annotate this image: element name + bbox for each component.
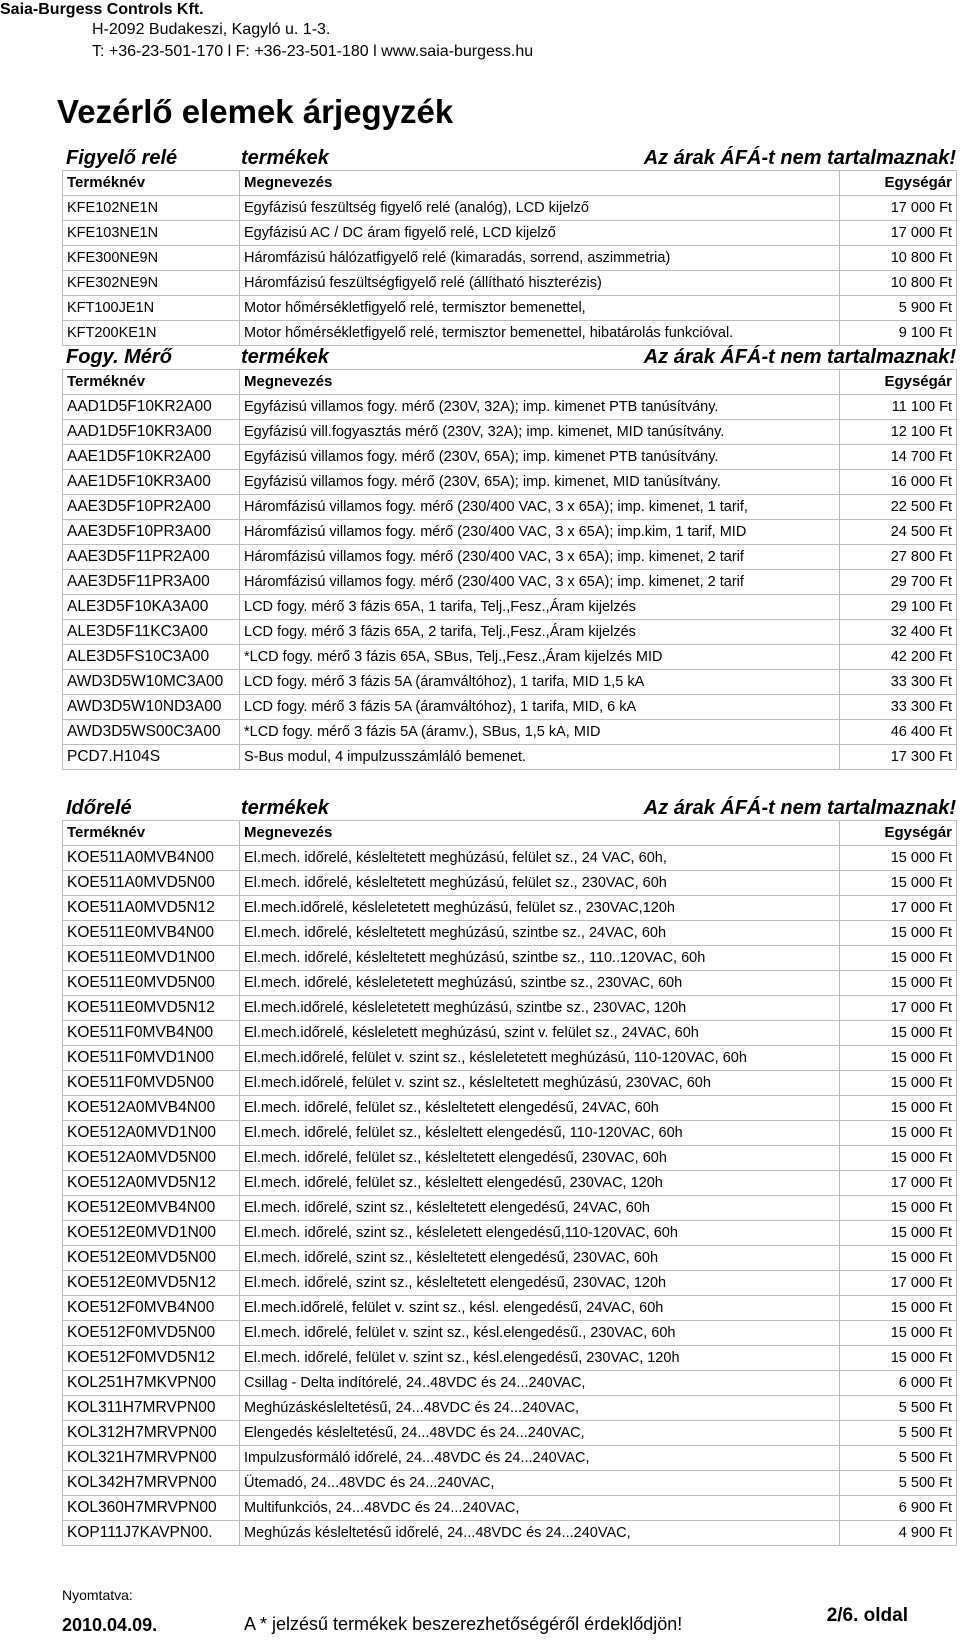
product-name: Egyfázisú villamos fogy. mérő (230V, 65A); imp. kimenet PTB tanúsítvány.: [240, 445, 840, 470]
table-row: [63, 1446, 957, 1471]
table-row: [63, 221, 957, 246]
product-price: 10 800 Ft: [840, 246, 957, 271]
product-name: Háromfázisú feszültségfigyelő relé (állítható hiszterézis): [240, 271, 840, 296]
table-row: [63, 1246, 957, 1271]
product-name: El.mech. időrelé, késleltetett meghúzású, felület sz., 230VAC, 60h: [240, 871, 840, 896]
product-code: KOE512E0MVD5N00: [63, 1246, 240, 1271]
product-price: 42 200 Ft: [840, 645, 957, 670]
product-name: Egyfázisú villamos fogy. mérő (230V, 32A); imp. kimenet PTB tanúsítvány.: [240, 395, 840, 420]
column-header-price: Egységár: [840, 370, 957, 395]
table-row: [63, 1171, 957, 1196]
product-name: Impulzusformáló időrelé, 24...48VDC és 24...240VAC,: [240, 1446, 840, 1471]
product-code: KFE103NE1N: [63, 221, 240, 246]
product-code: KOE511F0MVD5N00: [63, 1071, 240, 1096]
product-price: 17 000 Ft: [840, 896, 957, 921]
product-name: El.mech. időrelé, szint sz., késleltetett elengedésű, 230VAC, 120h: [240, 1271, 840, 1296]
product-code: AAE3D5F10PR3A00: [63, 520, 240, 545]
table-row: [63, 645, 957, 670]
product-name: Motor hőmérsékletfigyelő relé, termisztor bemenettel, hibatárolás funkcióval.: [240, 321, 840, 346]
table-row: [63, 495, 957, 520]
product-price: 33 300 Ft: [840, 670, 957, 695]
product-code: AAD1D5F10KR3A00: [63, 420, 240, 445]
table-row: [63, 445, 957, 470]
section-header-fogy-mero: [66, 345, 956, 369]
product-price: 15 000 Ft: [840, 1096, 957, 1121]
product-price: 29 100 Ft: [840, 595, 957, 620]
printed-date: 2010.04.09.: [62, 1615, 158, 1635]
product-code: KOE511A0MVD5N00: [63, 871, 240, 896]
table-row: [63, 871, 957, 896]
product-price: 10 800 Ft: [840, 271, 957, 296]
product-code: KOE511F0MVD1N00: [63, 1046, 240, 1071]
section-products-label: termékek: [241, 346, 329, 368]
table-row: [63, 720, 957, 745]
table-row: [63, 1396, 957, 1421]
product-price: 15 000 Ft: [840, 1321, 957, 1346]
table-row: [63, 1146, 957, 1171]
product-code: KOE512E0MVD5N12: [63, 1271, 240, 1296]
section-category: Figyelő relé: [66, 147, 178, 169]
product-name: Motor hőmérsékletfigyelő relé, termisztor bemenettel,: [240, 296, 840, 321]
product-code: KFT200KE1N: [63, 321, 240, 346]
product-code: PCD7.H104S: [63, 745, 240, 770]
product-price: 33 300 Ft: [840, 695, 957, 720]
product-code: KOL342H7MRVPN00: [63, 1471, 240, 1496]
product-price: 12 100 Ft: [840, 420, 957, 445]
vat-note: Az árak ÁFÁ-t nem tartalmaznak!: [643, 147, 956, 169]
company-address: H-2092 Budakeszi, Kagyló u. 1-3.: [92, 21, 331, 38]
product-name: Multifunkciós, 24...48VDC és 24...240VAC,: [240, 1496, 840, 1521]
table-row: [63, 846, 957, 871]
section-category: Fogy. Mérő: [66, 346, 172, 368]
product-code: KOE512A0MVD1N00: [63, 1121, 240, 1146]
product-name: LCD fogy. mérő 3 fázis 65A, 2 tarifa, Telj.,Fesz.,Áram kijelzés: [240, 620, 840, 645]
product-price: 6 900 Ft: [840, 1496, 957, 1521]
product-code: KOL360H7MRVPN00: [63, 1496, 240, 1521]
product-code: AAE1D5F10KR2A00: [63, 445, 240, 470]
column-header-code: Terméknév: [63, 370, 240, 395]
table-row: [63, 1521, 957, 1546]
table-header-row: [63, 171, 957, 196]
product-price: 15 000 Ft: [840, 1246, 957, 1271]
product-name: Ütemadó, 24...48VDC és 24...240VAC,: [240, 1471, 840, 1496]
vat-note: Az árak ÁFÁ-t nem tartalmaznak!: [643, 346, 956, 368]
product-code: KOE511E0MVD1N00: [63, 946, 240, 971]
product-price: 32 400 Ft: [840, 620, 957, 645]
product-name: Egyfázisú AC / DC áram figyelő relé, LCD kijelző: [240, 221, 840, 246]
page-title: Vezérlő elemek árjegyzék: [57, 93, 454, 130]
product-price: 22 500 Ft: [840, 495, 957, 520]
product-code: AAE1D5F10KR3A00: [63, 470, 240, 495]
section-header-idorele: [66, 796, 956, 820]
column-header-code: Terméknév: [63, 821, 240, 846]
section-header-figyelo-rele: [66, 146, 956, 170]
table-row: [63, 670, 957, 695]
table-row: [63, 1346, 957, 1371]
product-price: 15 000 Ft: [840, 871, 957, 896]
product-code: KOE511A0MVD5N12: [63, 896, 240, 921]
product-name: El.mech.időrelé, késleletetett meghúzású, felület sz., 230VAC,120h: [240, 896, 840, 921]
table-row: [63, 1221, 957, 1246]
product-price: 15 000 Ft: [840, 1071, 957, 1096]
product-code: KOL251H7MKVPN00: [63, 1371, 240, 1396]
table-header-row: [63, 370, 957, 395]
table-row: [63, 620, 957, 645]
product-price: 24 500 Ft: [840, 520, 957, 545]
product-name: *LCD fogy. mérő 3 fázis 5A (áramv.), SBus, 1,5 kA, MID: [240, 720, 840, 745]
table-row: [63, 420, 957, 445]
table-row: [63, 1321, 957, 1346]
product-price: 15 000 Ft: [840, 1046, 957, 1071]
table-row: [63, 1371, 957, 1396]
product-code: KOE512E0MVB4N00: [63, 1196, 240, 1221]
product-price: 17 000 Ft: [840, 996, 957, 1021]
product-code: ALE3D5F11KC3A00: [63, 620, 240, 645]
vat-note: Az árak ÁFÁ-t nem tartalmaznak!: [643, 797, 956, 819]
product-name: Háromfázisú villamos fogy. mérő (230/400 VAC, 3 x 65A); imp. kimenet, 1 tarif,: [240, 495, 840, 520]
table-row: [63, 1096, 957, 1121]
product-code: KFE102NE1N: [63, 196, 240, 221]
section-products-label: termékek: [241, 797, 329, 819]
product-name: Háromfázisú villamos fogy. mérő (230/400 VAC, 3 x 65A); imp. kimenet, 2 tarif: [240, 570, 840, 595]
company-contact: T: +36-23-501-170 l F: +36-23-501-180 l www.saia-burgess.hu: [92, 43, 534, 60]
product-name: El.mech. időrelé, késleletetett meghúzású, szintbe sz., 230VAC, 60h: [240, 971, 840, 996]
product-code: KFT100JE1N: [63, 296, 240, 321]
product-price: 27 800 Ft: [840, 545, 957, 570]
table-row: [63, 695, 957, 720]
product-name: Háromfázisú villamos fogy. mérő (230/400 VAC, 3 x 65A); imp. kimenet, 2 tarif: [240, 545, 840, 570]
table-row: [63, 246, 957, 271]
product-price: 6 000 Ft: [840, 1371, 957, 1396]
product-name: El.mech. időrelé, késleltetett meghúzású, szintbe sz., 24VAC, 60h: [240, 921, 840, 946]
product-name: Egyfázisú vill.fogyasztás mérő (230V, 32A); imp. kimenet, MID tanúsítvány.: [240, 420, 840, 445]
column-header-name: Megnevezés: [240, 821, 840, 846]
product-name: El.mech. időrelé, felület sz., késleltetett elengedésű, 230VAC, 60h: [240, 1146, 840, 1171]
product-price: 5 900 Ft: [840, 296, 957, 321]
price-table-idorele: [62, 820, 957, 1546]
product-code: AWD3D5WS00C3A00: [63, 720, 240, 745]
table-row: [63, 545, 957, 570]
product-price: 15 000 Ft: [840, 1196, 957, 1221]
table-row: [63, 971, 957, 996]
product-name: El.mech.időrelé, késleletetett meghúzású, szintbe sz., 230VAC, 120h: [240, 996, 840, 1021]
product-name: LCD fogy. mérő 3 fázis 5A (áramváltóhoz), 1 tarifa, MID, 6 kA: [240, 695, 840, 720]
product-price: 17 000 Ft: [840, 1271, 957, 1296]
product-price: 15 000 Ft: [840, 921, 957, 946]
table-row: [63, 996, 957, 1021]
product-code: KOL312H7MRVPN00: [63, 1421, 240, 1446]
product-name: Egyfázisú villamos fogy. mérő (230V, 65A); imp. kimenet, MID tanúsítvány.: [240, 470, 840, 495]
table-row: [63, 595, 957, 620]
product-name: El.mech. időrelé, felület sz., késleltetett elengedésű, 24VAC, 60h: [240, 1096, 840, 1121]
table-row: [63, 1421, 957, 1446]
product-name: LCD fogy. mérő 3 fázis 65A, 1 tarifa, Telj.,Fesz.,Áram kijelzés: [240, 595, 840, 620]
table-row: [63, 570, 957, 595]
table-row: [63, 1296, 957, 1321]
product-name: Háromfázisú villamos fogy. mérő (230/400 VAC, 3 x 65A); imp.kim, 1 tarif, MID: [240, 520, 840, 545]
table-row: [63, 896, 957, 921]
product-code: ALE3D5FS10C3A00: [63, 645, 240, 670]
table-row: [63, 321, 957, 346]
product-price: 15 000 Ft: [840, 1021, 957, 1046]
product-price: 17 000 Ft: [840, 221, 957, 246]
table-row: [63, 271, 957, 296]
product-name: Meghúzáskésleltetésű, 24...48VDC és 24...240VAC,: [240, 1396, 840, 1421]
product-price: 16 000 Ft: [840, 470, 957, 495]
product-price: 15 000 Ft: [840, 1346, 957, 1371]
table-row: [63, 395, 957, 420]
table-header-row: [63, 821, 957, 846]
table-row: [63, 1271, 957, 1296]
page-number: 2/6. oldal: [826, 1605, 908, 1626]
product-price: 15 000 Ft: [840, 1221, 957, 1246]
product-name: S-Bus modul, 4 impulzusszámláló bemenet.: [240, 745, 840, 770]
table-row: [63, 946, 957, 971]
product-code: KOP111J7KAVPN00.: [63, 1521, 240, 1546]
table-row: [63, 520, 957, 545]
table-row: [63, 1196, 957, 1221]
product-name: El.mech.időrelé, késleletett meghúzású, szint v. felület sz., 24VAC, 60h: [240, 1021, 840, 1046]
product-price: 11 100 Ft: [840, 395, 957, 420]
product-name: El.mech. időrelé, felület sz., késleltett elengedésű, 230VAC, 120h: [240, 1171, 840, 1196]
product-price: 5 500 Ft: [840, 1421, 957, 1446]
product-code: AAE3D5F10PR2A00: [63, 495, 240, 520]
product-code: KOE512A0MVB4N00: [63, 1096, 240, 1121]
table-row: [63, 470, 957, 495]
product-name: El.mech. időrelé, késleltetett meghúzású, szintbe sz., 110..120VAC, 60h: [240, 946, 840, 971]
column-header-code: Terméknév: [63, 171, 240, 196]
product-code: KFE302NE9N: [63, 271, 240, 296]
product-code: KFE300NE9N: [63, 246, 240, 271]
product-price: 9 100 Ft: [840, 321, 957, 346]
product-code: KOE512E0MVD1N00: [63, 1221, 240, 1246]
table-row: [63, 1471, 957, 1496]
product-price: 15 000 Ft: [840, 1296, 957, 1321]
product-name: El.mech.időrelé, felület v. szint sz., késl. elengedésű, 24VAC, 60h: [240, 1296, 840, 1321]
product-price: 17 000 Ft: [840, 1171, 957, 1196]
product-price: 5 500 Ft: [840, 1446, 957, 1471]
product-price: 15 000 Ft: [840, 971, 957, 996]
product-price: 15 000 Ft: [840, 946, 957, 971]
product-name: El.mech. időrelé, szint sz., késleletett elengedésű,110-120VAC, 60h: [240, 1221, 840, 1246]
product-code: AAE3D5F11PR3A00: [63, 570, 240, 595]
product-name: El.mech. időrelé, késleltetett meghúzású, felület sz., 24 VAC, 60h,: [240, 846, 840, 871]
product-price: 46 400 Ft: [840, 720, 957, 745]
section-category: Időrelé: [66, 797, 132, 819]
product-price: 14 700 Ft: [840, 445, 957, 470]
product-code: KOL311H7MRVPN00: [63, 1396, 240, 1421]
table-row: [63, 745, 957, 770]
product-code: AAD1D5F10KR2A00: [63, 395, 240, 420]
column-header-price: Egységár: [840, 821, 957, 846]
product-code: ALE3D5F10KA3A00: [63, 595, 240, 620]
product-price: 15 000 Ft: [840, 1121, 957, 1146]
product-name: El.mech.időrelé, felület v. szint sz., késleltetett meghúzású, 230VAC, 60h: [240, 1071, 840, 1096]
product-price: 29 700 Ft: [840, 570, 957, 595]
product-code: KOE512A0MVD5N12: [63, 1171, 240, 1196]
availability-note: A * jelzésű termékek beszerezhetőségéről érdeklődjön!: [244, 1614, 683, 1634]
product-name: El.mech. időrelé, felület v. szint sz., késl.elengedésű, 230VAC, 120h: [240, 1346, 840, 1371]
product-name: Meghúzás késleltetésű időrelé, 24...48VDC és 24...240VAC,: [240, 1521, 840, 1546]
product-code: KOE512A0MVD5N00: [63, 1146, 240, 1171]
product-price: 4 900 Ft: [840, 1521, 957, 1546]
product-code: KOE511F0MVB4N00: [63, 1021, 240, 1046]
table-row: [63, 1046, 957, 1071]
product-name: El.mech. időrelé, szint sz., késleltetett elengedésű, 230VAC, 60h: [240, 1246, 840, 1271]
product-name: LCD fogy. mérő 3 fázis 5A (áramváltóhoz), 1 tarifa, MID 1,5 kA: [240, 670, 840, 695]
table-row: [63, 1121, 957, 1146]
column-header-name: Megnevezés: [240, 370, 840, 395]
product-name: El.mech. időrelé, szint sz., késleltetett elengedésű, 24VAC, 60h: [240, 1196, 840, 1221]
product-code: AWD3D5W10MC3A00: [63, 670, 240, 695]
table-row: [63, 1021, 957, 1046]
product-code: KOE511E0MVB4N00: [63, 921, 240, 946]
product-name: Elengedés késleltetésű, 24...48VDC és 24...240VAC,: [240, 1421, 840, 1446]
product-code: KOE512F0MVB4N00: [63, 1296, 240, 1321]
product-code: KOE512F0MVD5N00: [63, 1321, 240, 1346]
product-code: KOE511E0MVD5N12: [63, 996, 240, 1021]
column-header-name: Megnevezés: [240, 171, 840, 196]
printed-label: Nyomtatva:: [62, 1587, 133, 1603]
product-price: 15 000 Ft: [840, 1146, 957, 1171]
product-price: 5 500 Ft: [840, 1471, 957, 1496]
product-name: Csillag - Delta indítórelé, 24..48VDC és 24...240VAC,: [240, 1371, 840, 1396]
product-code: AAE3D5F11PR2A00: [63, 545, 240, 570]
price-table-figyelo-rele: [62, 170, 957, 346]
product-price: 5 500 Ft: [840, 1396, 957, 1421]
product-code: KOE511A0MVB4N00: [63, 846, 240, 871]
product-code: KOE511E0MVD5N00: [63, 971, 240, 996]
table-row: [63, 196, 957, 221]
table-row: [63, 1496, 957, 1521]
table-row: [63, 1071, 957, 1096]
company-name: Saia-Burgess Controls Kft.: [0, 1, 204, 18]
product-name: *LCD fogy. mérő 3 fázis 65A, SBus, Telj.,Fesz.,Áram kijelzés MID: [240, 645, 840, 670]
product-price: 15 000 Ft: [840, 846, 957, 871]
product-price: 17 300 Ft: [840, 745, 957, 770]
product-code: KOL321H7MRVPN00: [63, 1446, 240, 1471]
column-header-price: Egységár: [840, 171, 957, 196]
product-name: El.mech. időrelé, felület v. szint sz., késl.elengedésű., 230VAC, 60h: [240, 1321, 840, 1346]
section-products-label: termékek: [241, 147, 329, 169]
product-name: El.mech.időrelé, felület v. szint sz., késleletetett meghúzású, 110-120VAC, 60h: [240, 1046, 840, 1071]
table-row: [63, 296, 957, 321]
price-table-fogy-mero: [62, 369, 957, 770]
product-name: El.mech. időrelé, felület sz., késleltett elengedésű, 110-120VAC, 60h: [240, 1121, 840, 1146]
table-row: [63, 921, 957, 946]
product-name: Háromfázisú hálózatfigyelő relé (kimaradás, sorrend, aszimmetria): [240, 246, 840, 271]
product-name: Egyfázisú feszültség figyelő relé (analóg), LCD kijelző: [240, 196, 840, 221]
product-code: AWD3D5W10ND3A00: [63, 695, 240, 720]
product-price: 17 000 Ft: [840, 196, 957, 221]
product-code: KOE512F0MVD5N12: [63, 1346, 240, 1371]
